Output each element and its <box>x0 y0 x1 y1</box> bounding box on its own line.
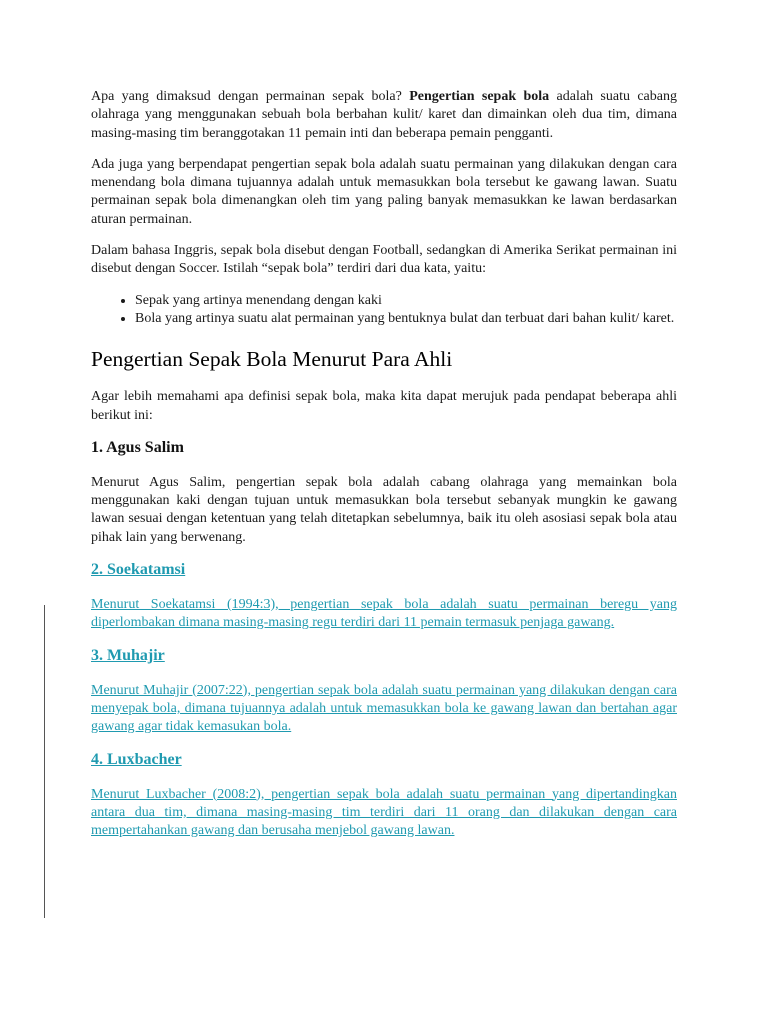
intro-paragraph-1 <box>91 88 677 143</box>
expert-text-soekatamsi[interactable]: Menurut Soekatamsi (1994:3), pengertian sepak bola adalah suatu permainan beregu yang diperlombakan dimana masing-masing regu terdiri dari 11 pemain termasuk penjaga gawang. <box>91 597 677 631</box>
expert-text-luxbacher[interactable]: Menurut Luxbacher (2008:2), pengertian sepak bola adalah suatu permainan yang dipertandingkan antara dua tim, dimana masing-masing tim terdiri dari 11 orang dan dilakukan dengan cara mempertahankan gawang dan berusaha menjebol gawang lawan. <box>91 786 677 839</box>
intro-text-b: adalah suatu cabang olahraga yang menggunakan sebuah bola berbahan kulit/ karet dan dimainkan oleh dua tim, dimana masing-masing tim beranggotakan 11 pemain inti dan beberapa pemain pengganti. <box>91 89 677 141</box>
bullet-list <box>91 292 677 329</box>
document-page <box>91 88 677 853</box>
expert-heading-muhajir[interactable]: 3. Muhajir <box>91 646 165 664</box>
intro-text-a: Apa yang dimaksud dengan permainan sepak bola? <box>91 89 410 104</box>
intro-paragraph-2: Ada juga yang berpendapat pengertian sepak bola adalah suatu permainan yang dilakukan dengan cara menendang bola dimana tujuannya adalah untuk memasukkan bola tersebut ke gawang lawan. Suatu permainan sepak bola dimenangkan oleh tim yang paling banyak memasukkan ke lawan berdasarkan aturan permainan. <box>91 156 677 227</box>
intro-paragraph-3: Dalam bahasa Inggris, sepak bola disebut dengan Football, sedangkan di Amerika Serikat permainan ini disebut dengan Soccer. Istilah “sepak bola” terdiri dari dua kata, yaitu: <box>91 243 677 277</box>
bullet-item-sepak: • Sepak yang artinya menendang dengan kaki <box>135 292 677 310</box>
bullet-item-bola: • Bola yang artinya suatu alat permainan yang bentuknya bulat dan terbuat dari bahan kulit/ karet. <box>135 310 677 328</box>
expert-heading-agus-salim: 1. Agus Salim <box>91 438 184 456</box>
expert-text-muhajir[interactable]: Menurut Muhajir (2007:22), pengertian sepak bola adalah suatu permainan yang dilakukan dengan cara menyepak bola, dimana tujuannya adalah untuk memasukkan bola ke gawang lawan dan bertahan agar gawang agar tidak kemasukan bola. <box>91 682 677 735</box>
intro-bold-term: Pengertian sepak bola <box>409 89 550 104</box>
expert-text-agus-salim: Menurut Agus Salim, pengertian sepak bola adalah cabang olahraga yang memainkan bola menggunakan kaki dengan tujuan untuk memasukkan bola tersebut sebanyak mungkin ke gawang lawan sesuai dengan ketentuan yang telah ditetapkan sebelumnya, baik itu oleh asosiasi sepak bola atau pihak lain yang berwenang. <box>91 474 677 545</box>
expert-heading-luxbacher[interactable]: 4. Luxbacher <box>91 750 182 768</box>
margin-change-bar <box>44 605 45 918</box>
expert-heading-soekatamsi[interactable]: 2. Soekatamsi <box>91 561 186 579</box>
section-intro: Agar lebih memahami apa definisi sepak bola, maka kita dapat merujuk pada pendapat beberapa ahli berikut ini: <box>91 389 677 423</box>
section-title: Pengertian Sepak Bola Menurut Para Ahli <box>91 347 453 372</box>
